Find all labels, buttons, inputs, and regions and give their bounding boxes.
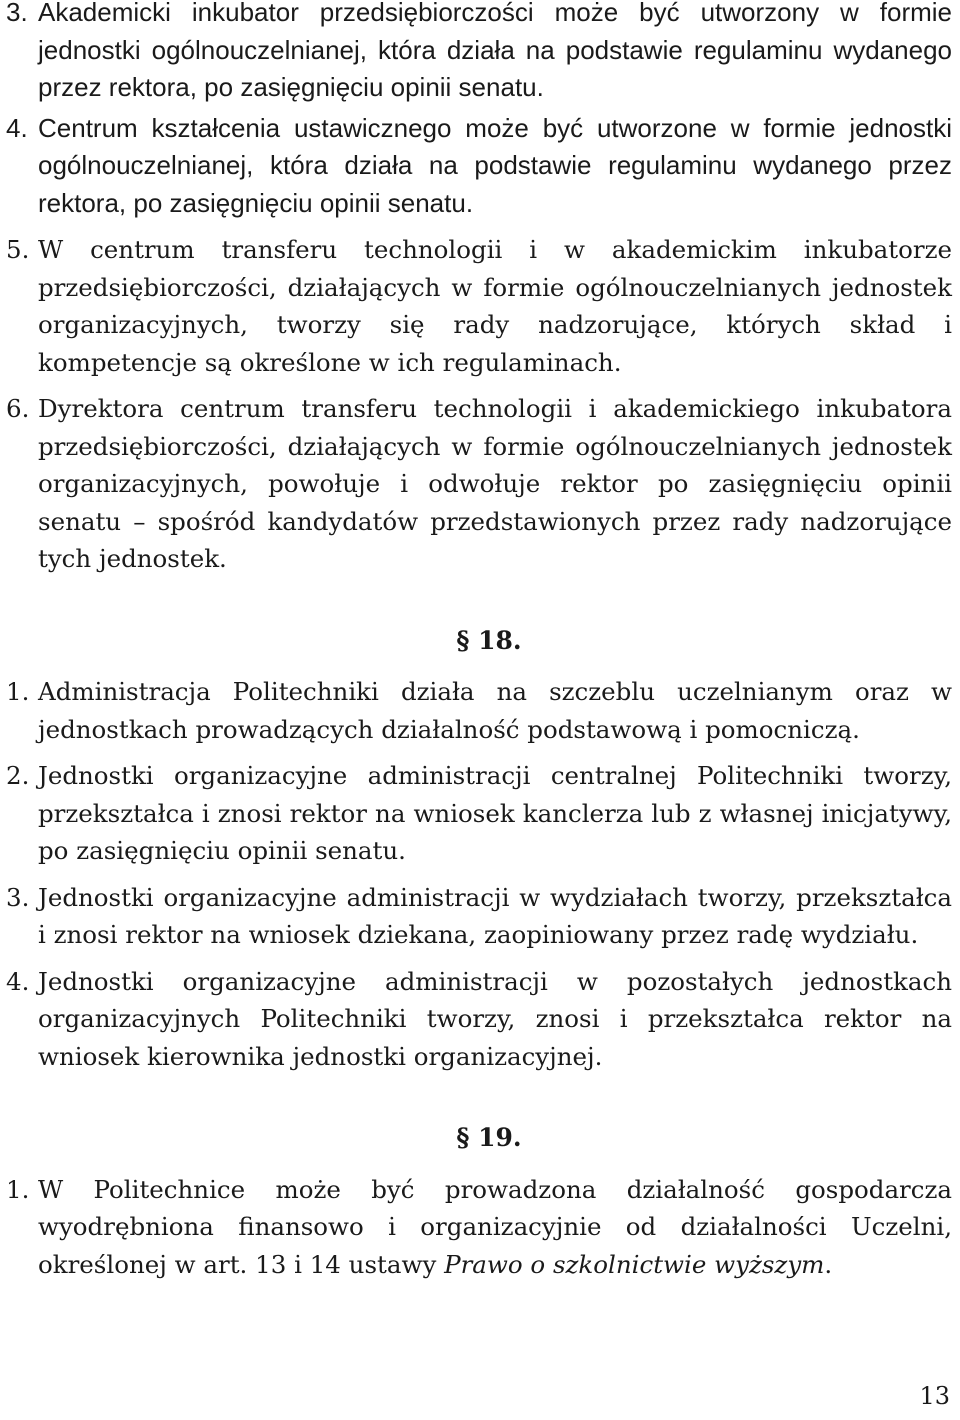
paragraph-end: . <box>824 1249 833 1279</box>
paragraph-text: Jednostki organizacyjne administracji centralnej Politechniki tworzy, przekształca i znosi rektor na wniosek kanclerza lub z własnej inicjatywy, po zasięgnięciu opinii senatu. <box>38 761 952 865</box>
paragraph-number: 6. <box>6 394 30 423</box>
section-19-paragraph-1 <box>6 1171 952 1284</box>
paragraph-5 <box>6 231 952 381</box>
paragraph-text: Jednostki organizacyjne administracji w pozostałych jednostkach organizacyjnych Politechniki tworzy, znosi i przekształca rektor na wniosek kierownika jednostki organizacyjnej. <box>38 966 952 1071</box>
paragraph-number: 4. <box>6 112 28 143</box>
section-18-paragraph-4 <box>6 963 952 1076</box>
section-symbol: § <box>456 1123 470 1152</box>
section-number: 19. <box>478 1123 522 1152</box>
paragraph-text: Centrum kształcenia ustawicznego może być utworzone w formie jednostki ogólnouczelnianej, która działa na podstawie regulaminu wydanego przez rektora, po zasięgnięciu opinii senatu. <box>38 112 952 218</box>
page-number: 13 <box>919 1382 950 1410</box>
paragraph-number: 2. <box>6 761 30 790</box>
section-18-paragraph-1 <box>6 673 952 748</box>
paragraph-text: W Politechnice może być prowadzona działalność gospodarcza wyodrębniona finansowo i organizacyjnie od działalności Uczelni, określonej w art. 13 i 14 ustawy <box>38 1174 952 1279</box>
section-number: 18. <box>478 625 522 655</box>
section-18-paragraph-3 <box>6 879 952 954</box>
paragraph-number: 1. <box>6 677 30 706</box>
paragraph-number: 3. <box>6 882 30 912</box>
section-symbol: § <box>456 625 470 655</box>
paragraph-number: 4. <box>6 966 30 996</box>
paragraph-6 <box>6 390 952 578</box>
paragraph-text: Jednostki organizacyjne administracji w wydziałach tworzy, przekształca i znosi rektor na wniosek dziekana, zaopiniowany przez radę wydziału. <box>38 882 952 949</box>
paragraph-text: W centrum transferu technologii i w akademickim inkubatorze przedsiębiorczości, działających w formie ogólnouczelnianych jednostek organizacyjnych, tworzy się rady nadzorujące, których skład i kompetencje są określone w ich regulaminach. <box>38 235 952 377</box>
section-heading-19 <box>6 1119 952 1157</box>
paragraph-4 <box>6 110 952 223</box>
paragraph-3 <box>6 0 952 107</box>
act-title-italic: Prawo o szkolnictwie wyższym <box>444 1249 825 1279</box>
paragraph-number: 3. <box>6 0 28 27</box>
paragraph-number: 1. <box>6 1174 30 1204</box>
paragraph-text: Dyrektora centrum transferu technologii i akademickiego inkubatora przedsiębiorczości, działających w formie ogólnouczelnianych jednostek organizacyjnych, powołuje i odwołuje rektor po zasięgnięciu opinii senatu – spośród kandydatów przedstawionych przez rady nadzorujące tych jednostek. <box>38 394 952 573</box>
paragraph-text: Akademicki inkubator przedsiębiorczości może być utworzony w formie jednostki ogólnouczelnianej, która działa na podstawie regulaminu wydanego przez rektora, po zasięgnięciu opinii senatu. <box>38 0 952 102</box>
section-heading-18 <box>6 622 952 660</box>
paragraph-number: 5. <box>6 235 30 264</box>
section-18-paragraph-2 <box>6 757 952 870</box>
paragraph-text: Administracja Politechniki działa na szczeblu uczelnianym oraz w jednostkach prowadzących działalność podstawową i pomocniczą. <box>38 677 952 744</box>
